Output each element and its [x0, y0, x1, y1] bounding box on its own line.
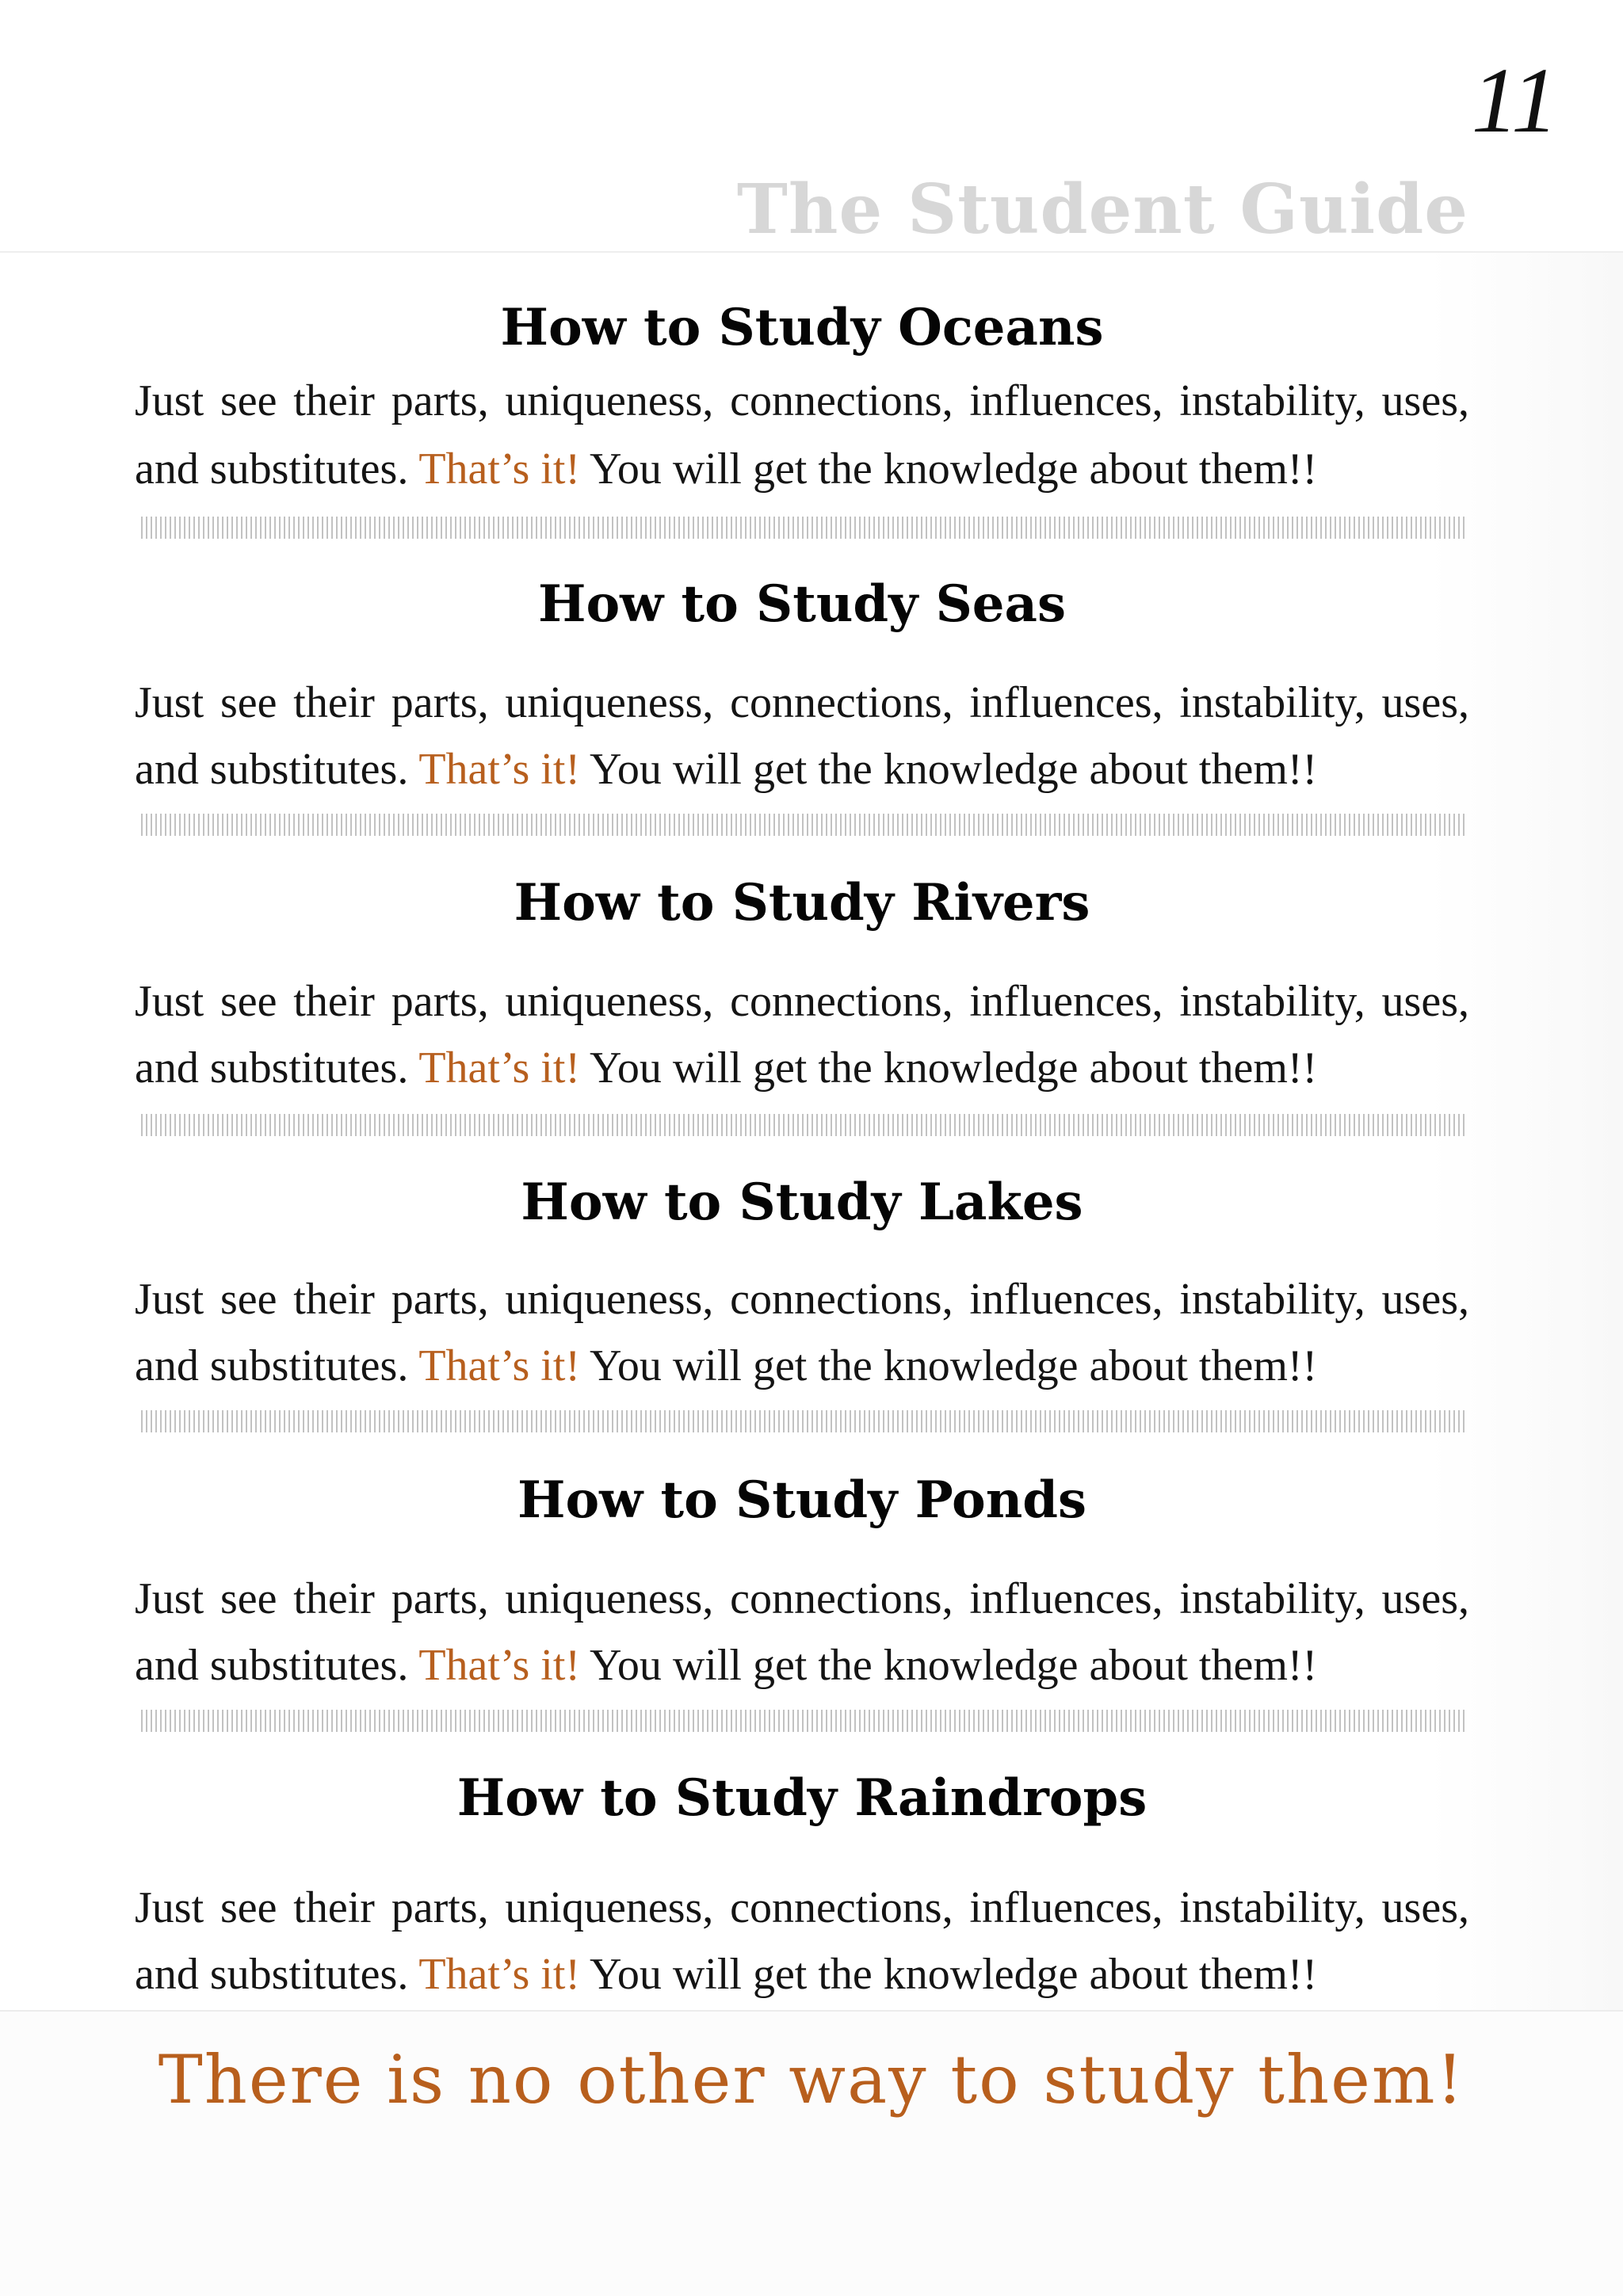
running-title: The Student Guide	[736, 170, 1468, 250]
section-title: How to Study Lakes	[521, 1173, 1083, 1232]
body-text-end: You will get the knowledge about them!!	[590, 1043, 1318, 1093]
body-text-end: You will get the knowledge about them!!	[590, 1641, 1318, 1690]
section-divider	[141, 517, 1468, 539]
section-body-line-2	[135, 1643, 1469, 1688]
section-title: How to Study Ponds	[517, 1470, 1086, 1530]
section-body-line-1: Just see their parts, uniqueness, connections, influences, instability, uses,	[135, 977, 1469, 1026]
section-body-line-1: Just see their parts, uniqueness, connections, influences, instability, uses,	[135, 1883, 1469, 1932]
emphasis-text: That’s it!	[418, 1641, 581, 1690]
section-body-line-1: Just see their parts, uniqueness, connections, influences, instability, uses,	[135, 376, 1469, 425]
body-text-start: and substitutes.	[135, 444, 409, 494]
body-text-start: and substitutes.	[135, 1043, 409, 1093]
section-divider	[141, 1114, 1468, 1136]
body-text-start: and substitutes.	[135, 745, 409, 794]
section-body-line-2	[135, 1043, 1469, 1093]
section-body-line-2	[135, 444, 1469, 494]
emphasis-text: That’s it!	[418, 1341, 581, 1390]
body-text-start: and substitutes.	[135, 1641, 409, 1690]
section-divider	[141, 1410, 1468, 1432]
body-text-end: You will get the knowledge about them!!	[590, 745, 1318, 794]
emphasis-text: That’s it!	[418, 745, 581, 794]
body-text-end: You will get the knowledge about them!!	[590, 1341, 1318, 1390]
emphasis-text: That’s it!	[418, 444, 581, 494]
body-text-start: and substitutes.	[135, 1341, 409, 1390]
section-title: How to Study Oceans	[500, 298, 1104, 357]
section-body-line-2	[135, 1341, 1469, 1390]
body-text-start: and substitutes.	[135, 1950, 409, 1999]
section-body-line-1: Just see their parts, uniqueness, connections, influences, instability, uses,	[135, 678, 1469, 727]
section-body-line-1: Just see their parts, uniqueness, connections, influences, instability, uses,	[135, 1574, 1469, 1623]
emphasis-text: That’s it!	[418, 1950, 581, 1999]
header-divider	[0, 251, 1623, 253]
page-number: 11	[1471, 48, 1558, 152]
section-title: How to Study Seas	[537, 574, 1067, 634]
closing-statement: There is no other way to study them!	[158, 2041, 1465, 2119]
section-divider	[141, 1710, 1468, 1732]
section-body-line-2	[135, 745, 1469, 794]
section-divider	[141, 814, 1468, 836]
emphasis-text: That’s it!	[418, 1043, 581, 1093]
section-body-line-1: Just see their parts, uniqueness, connections, influences, instability, uses,	[135, 1275, 1469, 1324]
body-text-end: You will get the knowledge about them!!	[590, 444, 1318, 494]
section-title: How to Study Rivers	[514, 873, 1090, 933]
section-body-line-2	[135, 1952, 1469, 1997]
body-text-end: You will get the knowledge about them!!	[590, 1950, 1318, 1999]
section-title: How to Study Raindrops	[456, 1768, 1148, 1828]
